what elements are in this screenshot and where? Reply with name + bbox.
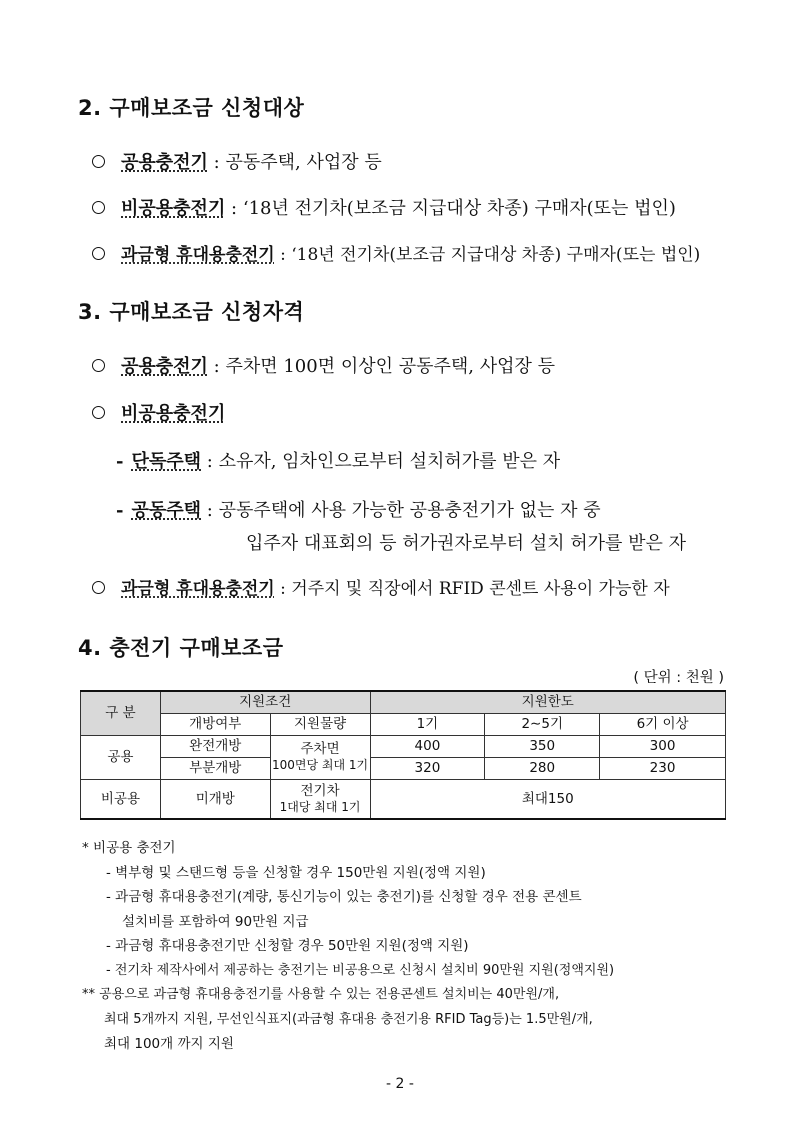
s3-sub-apartment [116,496,601,522]
s3-text-apartment-cont: 입주자 대표회의 등 허가권자로부터 설치 허가를 받은 자 [246,533,686,554]
s3-term-apartment: 공동주택 [131,500,202,521]
s2-text-private: ‘18년 전기차(보조금 지급대상 차종) 구매자(또는 법인) [242,198,676,219]
s3-item-portable [92,574,670,599]
separator: : [207,356,226,377]
th-category: 구 분 [81,691,161,735]
note-line: - 과금형 휴대용충전기(계량, 통신기능이 있는 충전기)를 신청할 경우 전용 콘센트 [106,889,582,905]
td-private-limit: 최대150 [370,779,726,819]
note-line: - 과금형 휴대용충전기만 신청할 경우 50만원 지원(정액 지원) [106,938,469,954]
private-qty-line2: 1대당 최대 1기 [279,799,361,814]
th-limit: 지원한도 [370,691,726,713]
td-full-2-5: 350 [485,735,600,757]
s3-text-apartment: 공동주택에 사용 가능한 공용충전기가 없는 자 중 [218,500,601,521]
td-public-qty [270,735,370,779]
s2-item-portable [92,240,700,265]
s2-term-public: 공용충전기 [121,152,208,173]
s2-term-private: 비공용충전기 [121,198,226,219]
s2-item-private [92,194,676,220]
td-private-qty [270,779,370,819]
td-partial-2-5: 280 [485,757,600,779]
circle-bullet-icon [92,581,105,594]
section-2-heading: 2. 구매보조금 신청대상 [78,96,305,120]
s3-sub-detached [116,447,560,473]
public-qty-line2: 100면당 최대 1기 [272,758,369,772]
separator: : [201,451,219,472]
section-4-heading: 4. 충전기 구매보조금 [78,636,284,660]
footnotes [82,836,732,1057]
th-2-5: 2∼5기 [485,713,600,735]
note-line: 최대 100개 까지 지원 [104,1036,234,1052]
th-open: 개방여부 [160,713,270,735]
table-row [81,779,726,819]
th-quantity: 지원물량 [270,713,370,735]
dash-marker: - [116,451,124,472]
public-qty-line1: 주차면 [300,741,340,757]
s3-item-public [92,352,555,378]
th-6: 6기 이상 [600,713,726,735]
s2-term-portable: 과금형 휴대용충전기 [121,245,275,265]
s3-text-public: 주차면 100면 이상인 공동주택, 사업장 등 [225,356,555,377]
th-conditions: 지원조건 [160,691,370,713]
section-3-heading: 3. 구매보조금 신청자격 [78,300,305,324]
dash-marker: - [116,500,124,521]
note-line: - 전기차 제작사에서 제공하는 충전기는 비공용으로 신청시 설치비 90만원 지원(정액지원) [106,962,615,978]
separator: : [274,579,292,599]
separator: : [225,198,243,219]
circle-bullet-icon [92,247,105,260]
td-partial-6: 230 [600,757,726,779]
s3-term-private: 비공용충전기 [121,403,226,424]
page-number: - 2 - [386,1076,414,1092]
table-row [81,735,726,757]
td-full-6: 300 [600,735,726,757]
note-line: 최대 5개까지 지원, 무선인식표지(과금형 휴대용 충전기용 RFID Tag등)는 1.5만원/개, [104,1011,593,1027]
th-1: 1기 [370,713,485,735]
td-full-1: 400 [370,735,485,757]
separator: : [274,245,292,265]
circle-bullet-icon [92,359,105,372]
s3-term-public: 공용충전기 [121,356,208,377]
table-row [81,757,726,779]
circle-bullet-icon [92,406,105,419]
circle-bullet-icon [92,155,105,168]
note-line: 설치비를 포함하여 90만원 지급 [122,913,309,930]
separator: : [207,152,226,173]
s3-item-private [92,399,225,425]
td-partial-1: 320 [370,757,485,779]
td-partial-open: 부분개방 [160,757,270,779]
circle-bullet-icon [92,201,105,214]
unit-label: ( 단위 : 천원 ) [633,670,724,686]
s3-term-detached: 단독주택 [131,451,202,472]
s3-text-portable: 거주지 및 직장에서 RFID 콘센트 사용이 가능한 자 [291,579,670,599]
note-line: - 벽부형 및 스탠드형 등을 신청할 경우 150만원 지원(정액 지원) [106,864,486,881]
s2-text-public: 공동주택, 사업장 등 [225,152,382,173]
subsidy-table [80,690,726,820]
td-private: 비공용 [81,779,161,819]
s3-term-portable: 과금형 휴대용충전기 [121,579,275,599]
td-full-open: 완전개방 [160,735,270,757]
td-not-open: 미개방 [160,779,270,819]
note-line: * 비공용 충전기 [82,840,176,856]
s2-text-portable: ‘18년 전기차(보조금 지급대상 차종) 구매자(또는 법인) [291,245,701,265]
note-line: ** 공용으로 과금형 휴대용충전기를 사용할 수 있는 전용콘센트 설치비는 40만원/개, [82,987,560,1002]
private-qty-line1: 전기차 [300,782,340,799]
s2-item-public [92,148,382,174]
s3-text-detached: 소유자, 임차인으로부터 설치허가를 받은 자 [218,451,561,472]
td-public: 공용 [81,735,161,779]
separator: : [201,500,219,521]
